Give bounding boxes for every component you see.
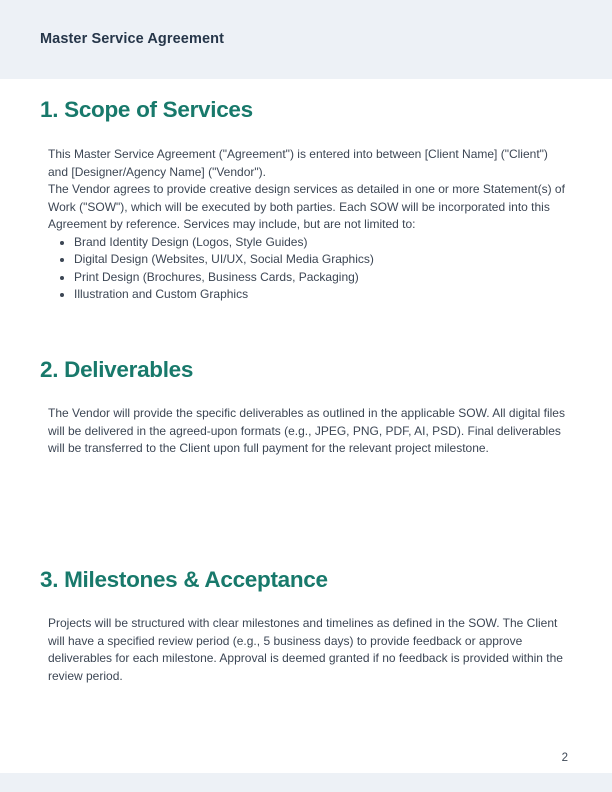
list-item: • Illustration and Custom Graphics — [74, 286, 565, 304]
paragraph: Projects will be structured with clear milestones and timelines as defined in the SOW. The Client will have a specified review period (e.g., 5 business days) to provide feedback or approve deliverables for each milestone. Approval is deemed granted if no feedback is provided within the review period. — [48, 616, 563, 683]
page-footer-strip — [0, 773, 612, 792]
document-title: Master Service Agreement — [40, 31, 225, 47]
section-body-scope-of-services — [48, 146, 565, 304]
page-number: 2 — [561, 752, 568, 764]
section-body-milestones-acceptance — [48, 615, 565, 685]
services-bullet-list — [48, 234, 565, 304]
section-heading-milestones-acceptance: 3. Milestones & Acceptance — [40, 567, 328, 592]
list-item: • Print Design (Brochures, Business Cards, Packaging) — [74, 269, 565, 287]
paragraph: The Vendor agrees to provide creative design services as detailed in one or more Statement(s) of Work ("SOW"), which will be executed by both parties. Each SOW will be incorporated into this Agreement by reference. Services may include, but are not limited to: — [48, 182, 565, 231]
paragraph: The Vendor will provide the specific deliverables as outlined in the applicable SOW. All digital files will be delivered in the agreed-upon formats (e.g., JPEG, PNG, PDF, AI, PSD). Final deliverables will be transferred to the Client upon full payment for the relevant project milestone. — [48, 406, 565, 455]
section-heading-deliverables: 2. Deliverables — [40, 357, 194, 382]
list-item: • Brand Identity Design (Logos, Style Guides) — [74, 234, 565, 252]
paragraph: This Master Service Agreement ("Agreement") is entered into between [Client Name] ("Client") and [Designer/Agency Name] ("Vendor"). — [48, 147, 548, 179]
section-heading-scope-of-services: 1. Scope of Services — [40, 97, 253, 122]
list-item: • Digital Design (Websites, UI/UX, Social Media Graphics) — [74, 251, 565, 269]
section-body-deliverables — [48, 405, 565, 458]
